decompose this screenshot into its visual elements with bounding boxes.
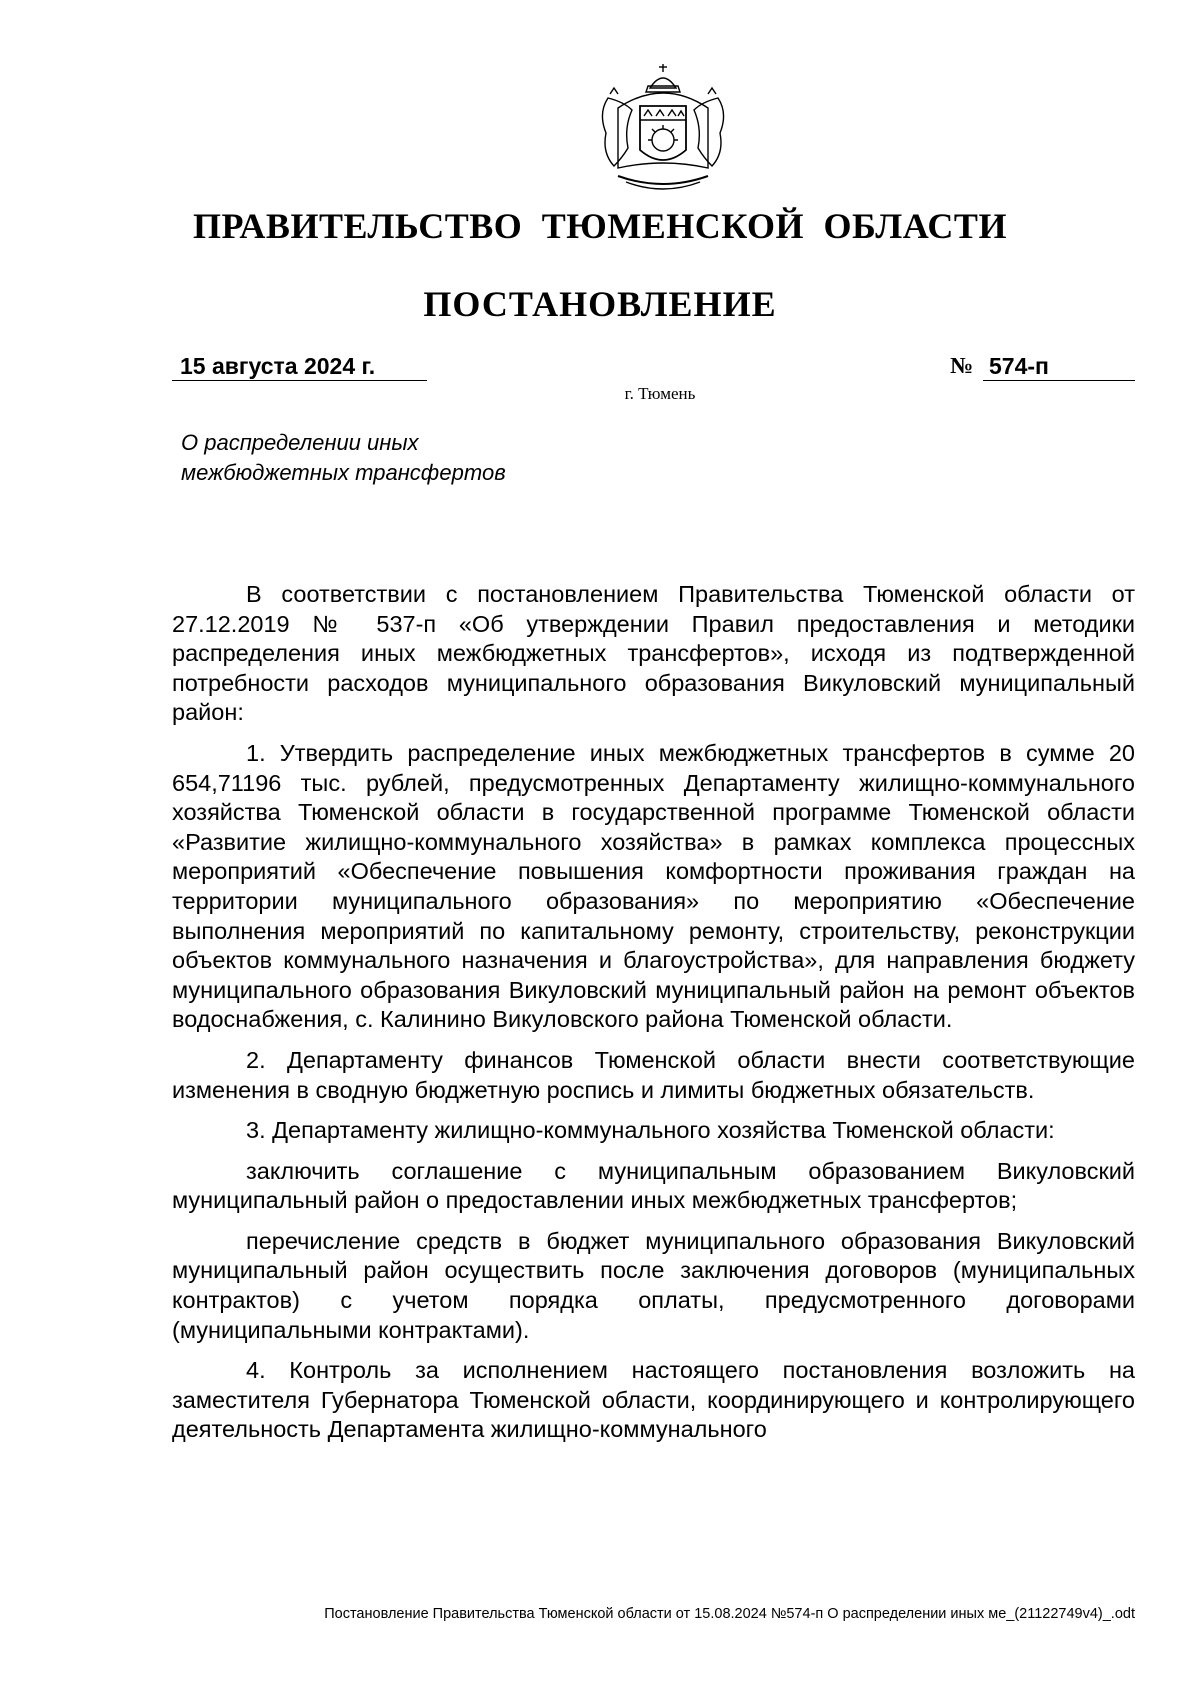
government-title: ПРАВИТЕЛЬСТВО ТЮМЕНСКОЙ ОБЛАСТИ [193, 206, 1007, 246]
document-type: ПОСТАНОВЛЕНИЕ [423, 284, 777, 324]
document-date-field [172, 352, 427, 381]
paragraph-item-1: 1. Утвердить распределение иных межбюджетных трансфертов в сумме 20 654,71196 тыс. рублей, предусмотренных Департаменту жилищно-коммунального хозяйства Тюменской области в государственной программе Тюменской области «Развитие жилищно-коммунального хозяйства» в рамках комплекса процессных мероприятий «Обеспечение повышения комфортности проживания граждан на территории муниципального образования» по мероприятию «Обеспечение выполнения мероприятий по капитальному ремонту, строительству, реконструкции объектов коммунального назначения и благоустройства», для направления бюджету муниципального образования Викуловский муниципальный район на ремонт объектов водоснабжения, с. Калинино Викуловского района Тюменской области. [172, 739, 1135, 1033]
document-number-line [983, 352, 1135, 381]
coat-of-arms-icon [588, 58, 738, 200]
paragraph-item-4: 4. Контроль за исполнением настоящего постановления возложить на заместителя Губернатора Тюменской области, координирующего и контролирующего деятельность Департамента жилищно-коммунального [172, 1357, 1135, 1443]
document-number: 574-п [989, 353, 1049, 379]
document-city: г. Тюмень [624, 384, 696, 403]
document-date: 15 августа 2024 г. [180, 353, 376, 379]
paragraph-item-3-clause-a: заключить соглашение с муниципальным образованием Викуловский муниципальный район о предоставлении иных межбюджетных трансфертов; [172, 1157, 1135, 1214]
paragraph-item-3-clause-b: перечисление средств в бюджет муниципального образования Викуловский муниципальный район осуществить после заключения договоров (муниципальных контрактов) с учетом порядка оплаты, предусмотренного договорами (муниципальными контрактами). [172, 1227, 1135, 1343]
page-footer: Постановление Правительства Тюменской области от 15.08.2024 №574-п О распределении иных ме_(21122749v4)_.odt [324, 1606, 1135, 1622]
subject-line: О распределении иных [181, 430, 419, 455]
document-subject [181, 428, 681, 488]
number-sign: № [950, 353, 974, 378]
subject-line: межбюджетных трансфертов [181, 460, 506, 485]
document-body [172, 580, 1135, 1456]
paragraph-item-3: 3. Департаменту жилищно-коммунального хозяйства Тюменской области: [246, 1117, 1055, 1144]
paragraph-preamble: В соответствии с постановлением Правительства Тюменской области от 27.12.2019 № 537-п «Об утверждении Правил предоставления и методики распределения иных межбюджетных трансфертов», исходя из подтвержденной потребности расходов муниципального образования Викуловский муниципальный район: [172, 581, 1135, 726]
paragraph-item-2: 2. Департаменту финансов Тюменской области внести соответствующие изменения в сводную бюджетную роспись и лимиты бюджетных обязательств. [172, 1046, 1135, 1103]
